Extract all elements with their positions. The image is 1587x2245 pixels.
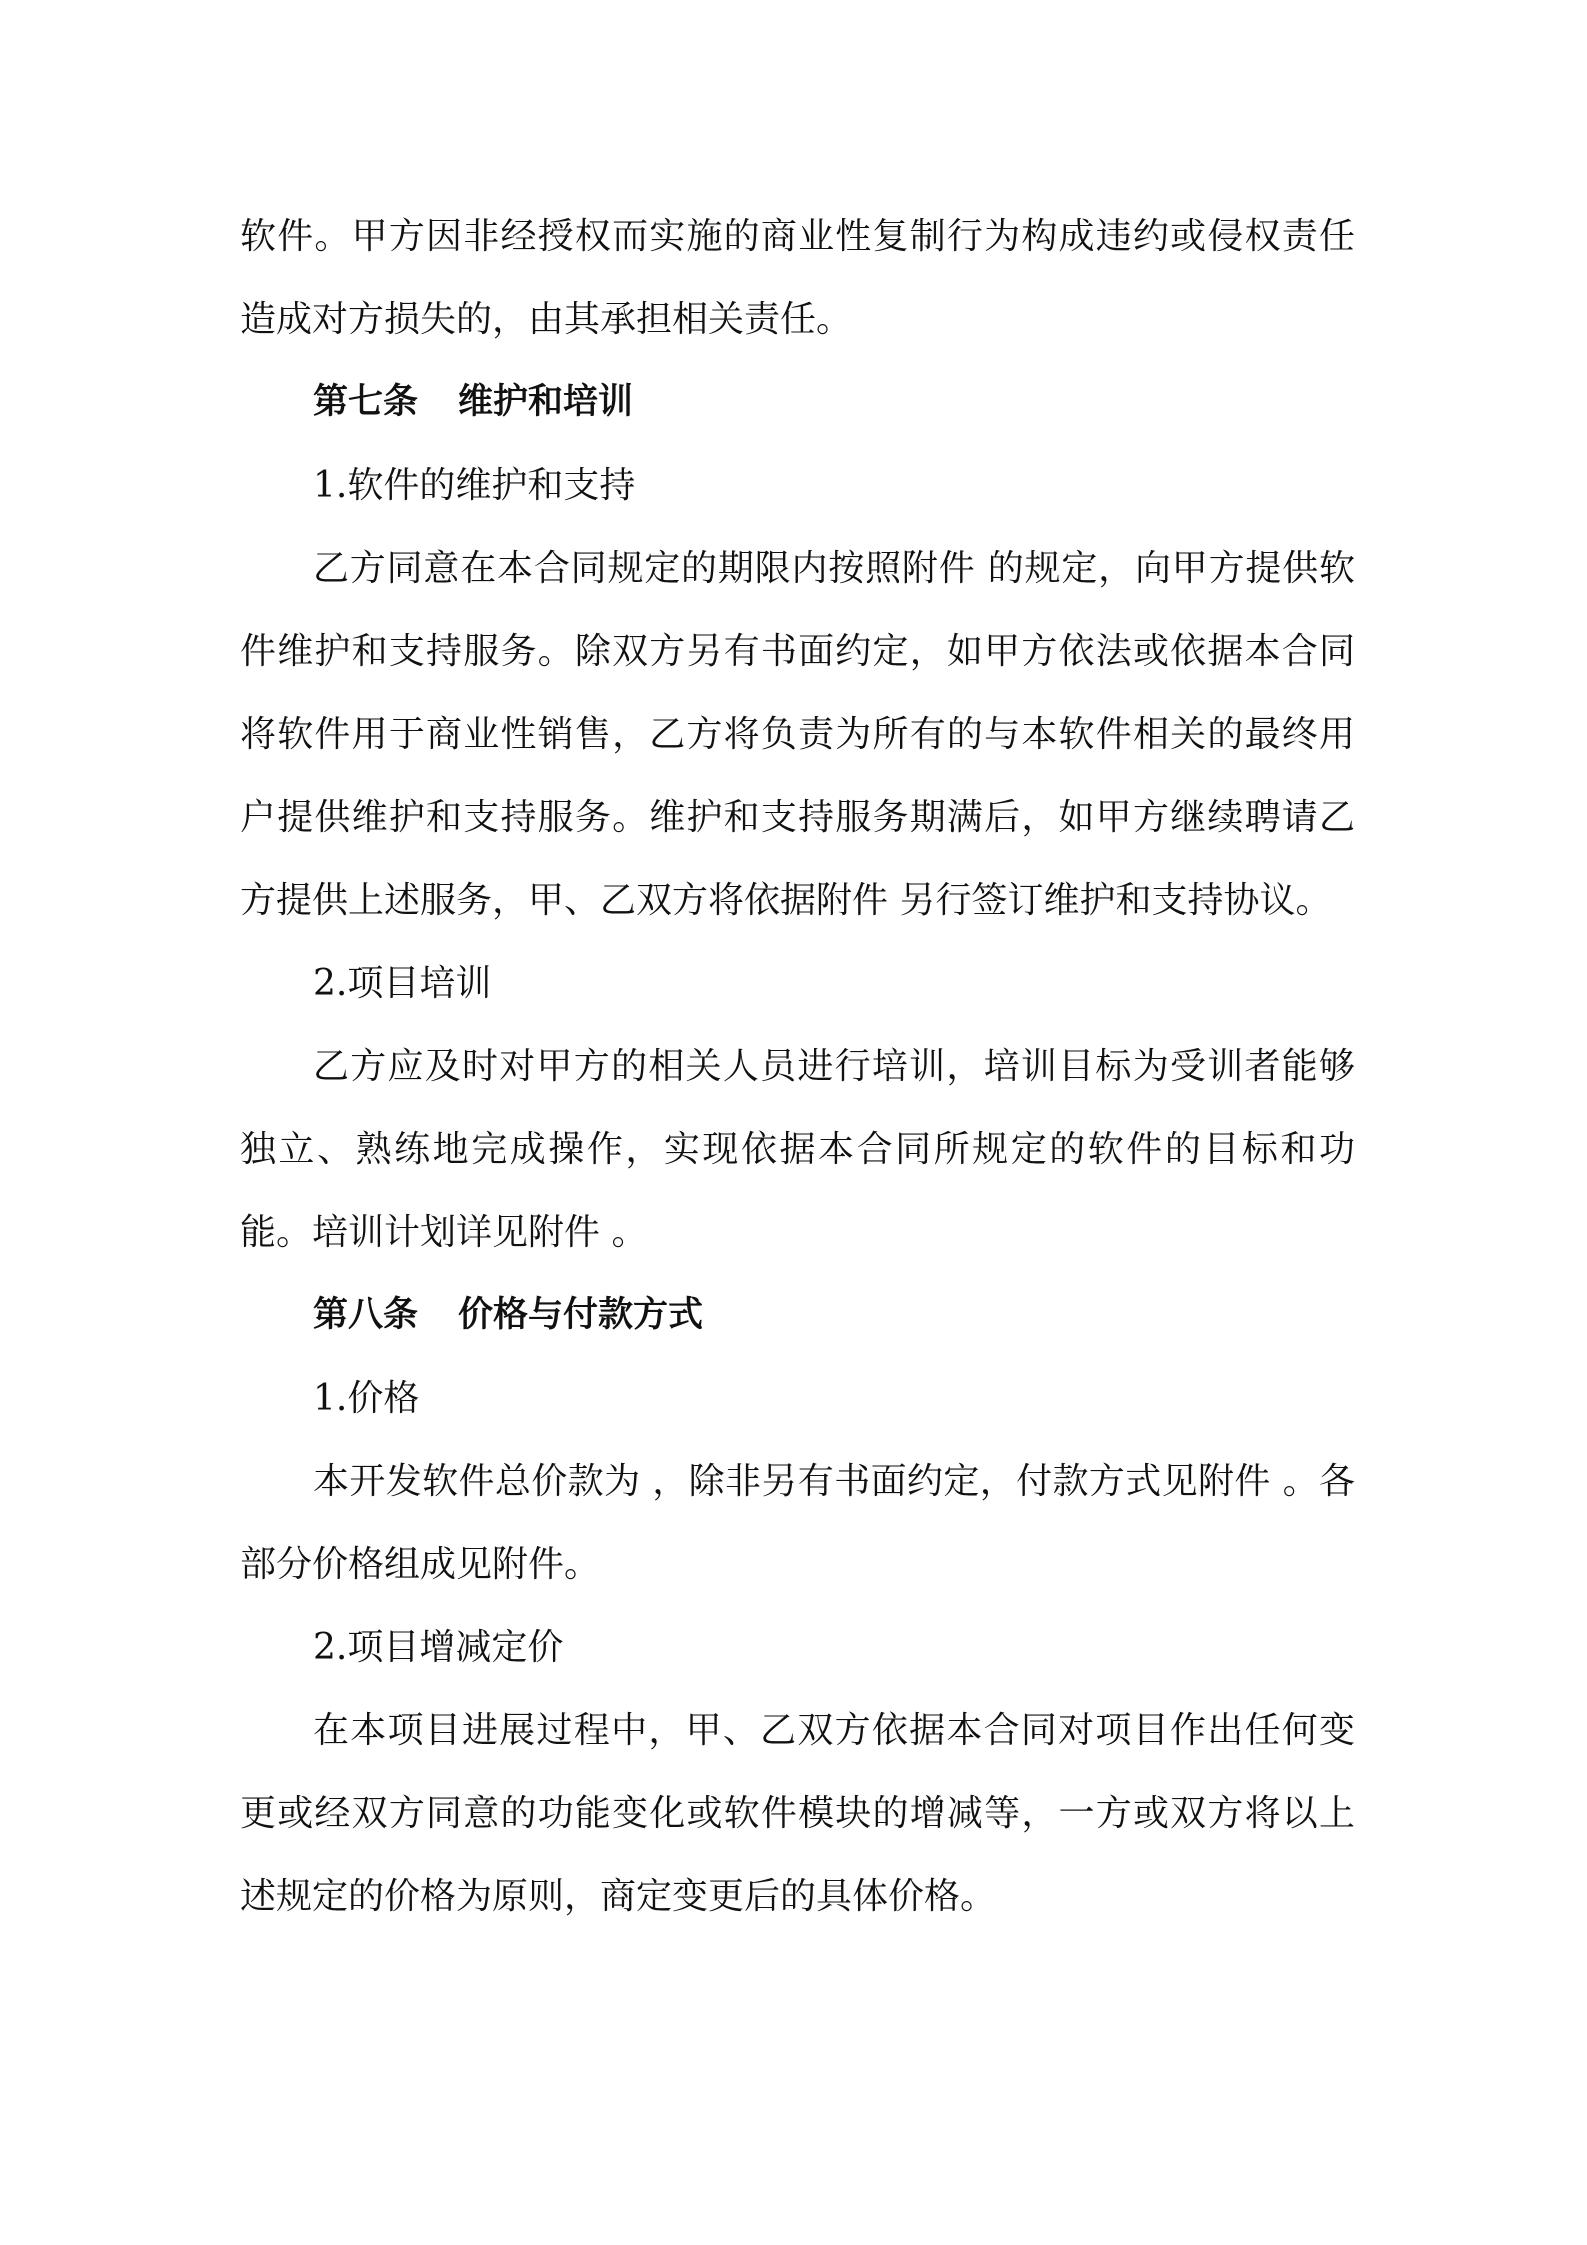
- subsection-title: 2.项目增减定价: [313, 1627, 564, 1668]
- article-number: 第七条: [313, 382, 419, 422]
- paragraph: 本开发软件总价款为 ，除非另有书面约定，付款方式见附件 。各部分价格组成见附件。: [240, 1461, 1355, 1585]
- article-title: 价格与付款方式: [458, 1295, 704, 1335]
- subsection-title: 1.价格: [313, 1378, 420, 1419]
- article-heading: [240, 361, 1355, 444]
- paragraph: 乙方同意在本合同规定的期限内按照附件 的规定，向甲方提供软件维护和支持服务。除双方另有书面约定，如甲方依法或依据本合同将软件用于商业性销售，乙方将负责为所有的与本软件相关的最终用户提供维护和支持服务。维护和支持服务期满后，如甲方继续聘请乙方提供上述服务，甲、乙双方将依据附件 另行签订维护和支持协议。: [240, 548, 1355, 921]
- paragraph: 在本项目进展过程中，甲、乙双方依据本合同对项目作出任何变更或经双方同意的功能变化或软件模块的增减等，一方或双方将以上述规定的价格为原则，商定变更后的具体价格。: [240, 1710, 1355, 1917]
- article-heading: [240, 1274, 1355, 1357]
- subsection-title: 1.软件的维护和支持: [313, 465, 636, 506]
- paragraph: 软件。甲方因非经授权而实施的商业性复制行为构成违约或侵权责任造成对方损失的，由其承担相关责任。: [240, 216, 1355, 340]
- paragraph: 乙方应及时对甲方的相关人员进行培训，培训目标为受训者能够独立、熟练地完成操作，实现依据本合同所规定的软件的目标和功能。培训计划详见附件 。: [240, 1046, 1355, 1253]
- subsection-title: 2.项目培训: [313, 963, 492, 1004]
- document-body: [240, 195, 1355, 1938]
- article-title: 维护和培训: [458, 382, 634, 422]
- article-number: 第八条: [313, 1295, 419, 1335]
